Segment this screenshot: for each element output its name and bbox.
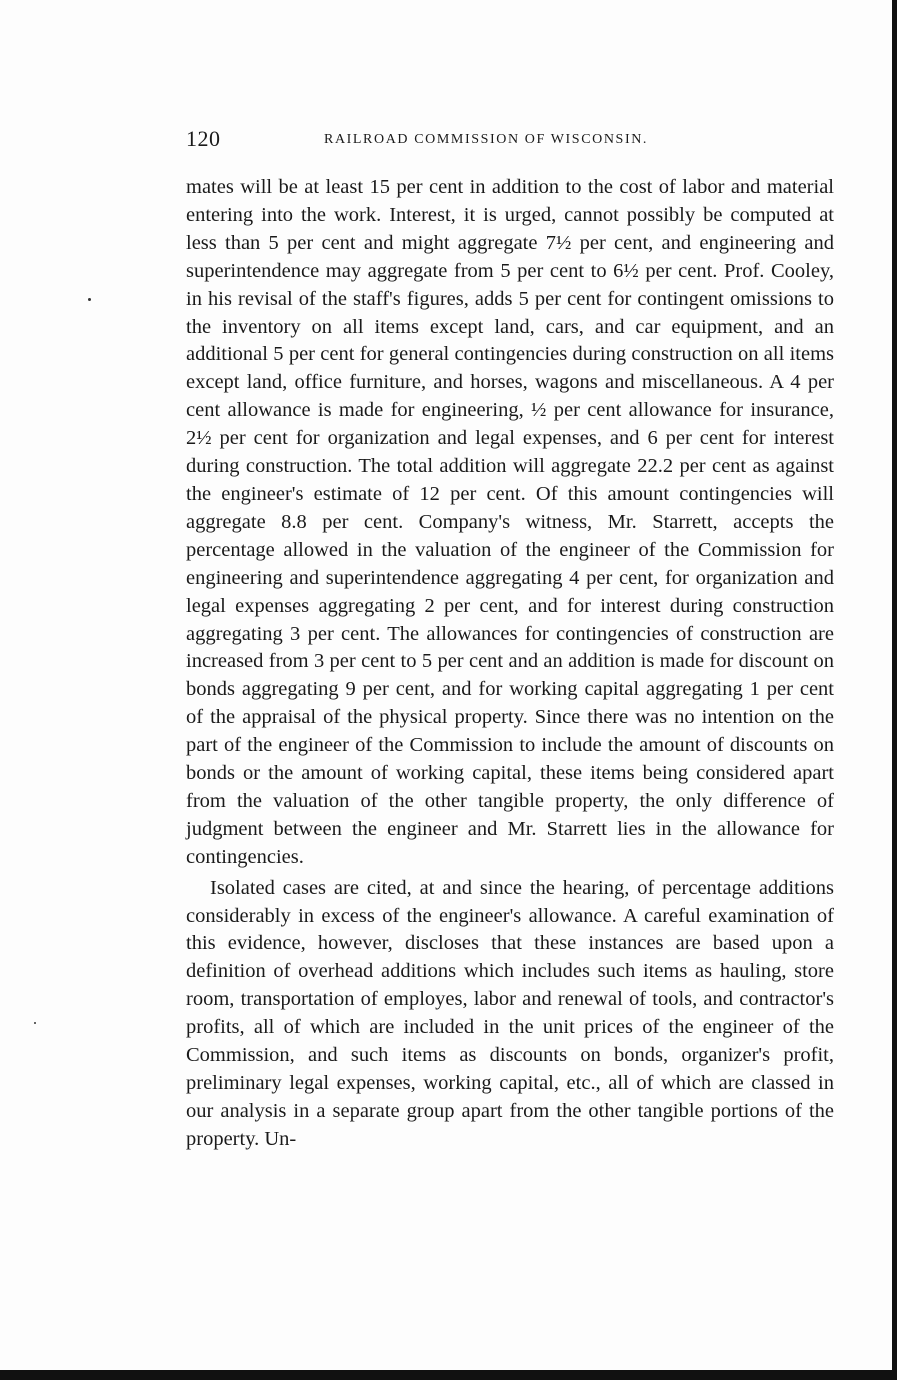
- page-number: 120: [186, 126, 221, 151]
- body-text: [186, 174, 834, 1154]
- page-header: [186, 126, 834, 156]
- paragraph-1: mates will be at least 15 per cent in addition to the cost of labor and material entering into the work. Interest, it is urged, cannot possibly be computed at less than 5 per cent and might aggregate 7½ per cent, and engineering and superintendence may aggregate from 5 per cent to 6½ per cent. Prof. Cooley, in his revisal of the staff's figures, adds 5 per cent for contingent omissions to the inventory on all items except land, cars, and car equipment, and an additional 5 per cent for general contingencies during construction on all items except land, office furniture, and horses, wagons and miscellaneous. A 4 per cent allowance is made for engineering, ½ per cent allowance for insurance, 2½ per cent for organization and legal expenses, and 6 per cent for interest during construction. The total addition will aggregate 22.2 per cent as against the engineer's estimate of 12 per cent. Of this amount contingencies will aggregate 8.8 per cent. Company's witness, Mr. Starrett, accepts the percentage allowed in the valuation of the engineer of the Commission for engineering and superintendence aggregating 4 per cent, for organization and legal expenses aggregating 2 per cent, and for interest during construction aggregating 3 per cent. The allowances for contingencies of construction are increased from 3 per cent to 5 per cent and an addition is made for discount on bonds aggregating 9 per cent, and for working capital aggregating 1 per cent of the appraisal of the physical property. Since there was no intention on the part of the engineer of the Commission to include the amount of discounts on bonds or the amount of working capital, these items being considered apart from the valuation of the other tangible property, the only difference of judgment between the engineer and Mr. Starrett lies in the allowance for contingencies.: [186, 176, 834, 868]
- scan-speck: [34, 1022, 36, 1024]
- scan-border-bottom: [0, 1370, 897, 1380]
- scan-speck: [88, 298, 91, 301]
- paragraph-2: Isolated cases are cited, at and since the hearing, of percentage additions considerably in excess of the engineer's allowance. A careful examination of this evidence, however, discloses that these instances are based upon a definition of overhead additions which includes such items as hauling, store room, transportation of employes, labor and renewal of tools, and contractor's profits, all of which are included in the unit prices of the engineer of the Commission, and such items as discounts on bonds, organizer's profit, preliminary legal expenses, working capital, etc., all of which are classed in our analysis in a separate group apart from the other tangible portions of the property. Un-: [186, 876, 834, 1150]
- running-head: RAILROAD COMMISSION OF WISCONSIN.: [324, 132, 649, 147]
- scan-border-right: [892, 0, 897, 1380]
